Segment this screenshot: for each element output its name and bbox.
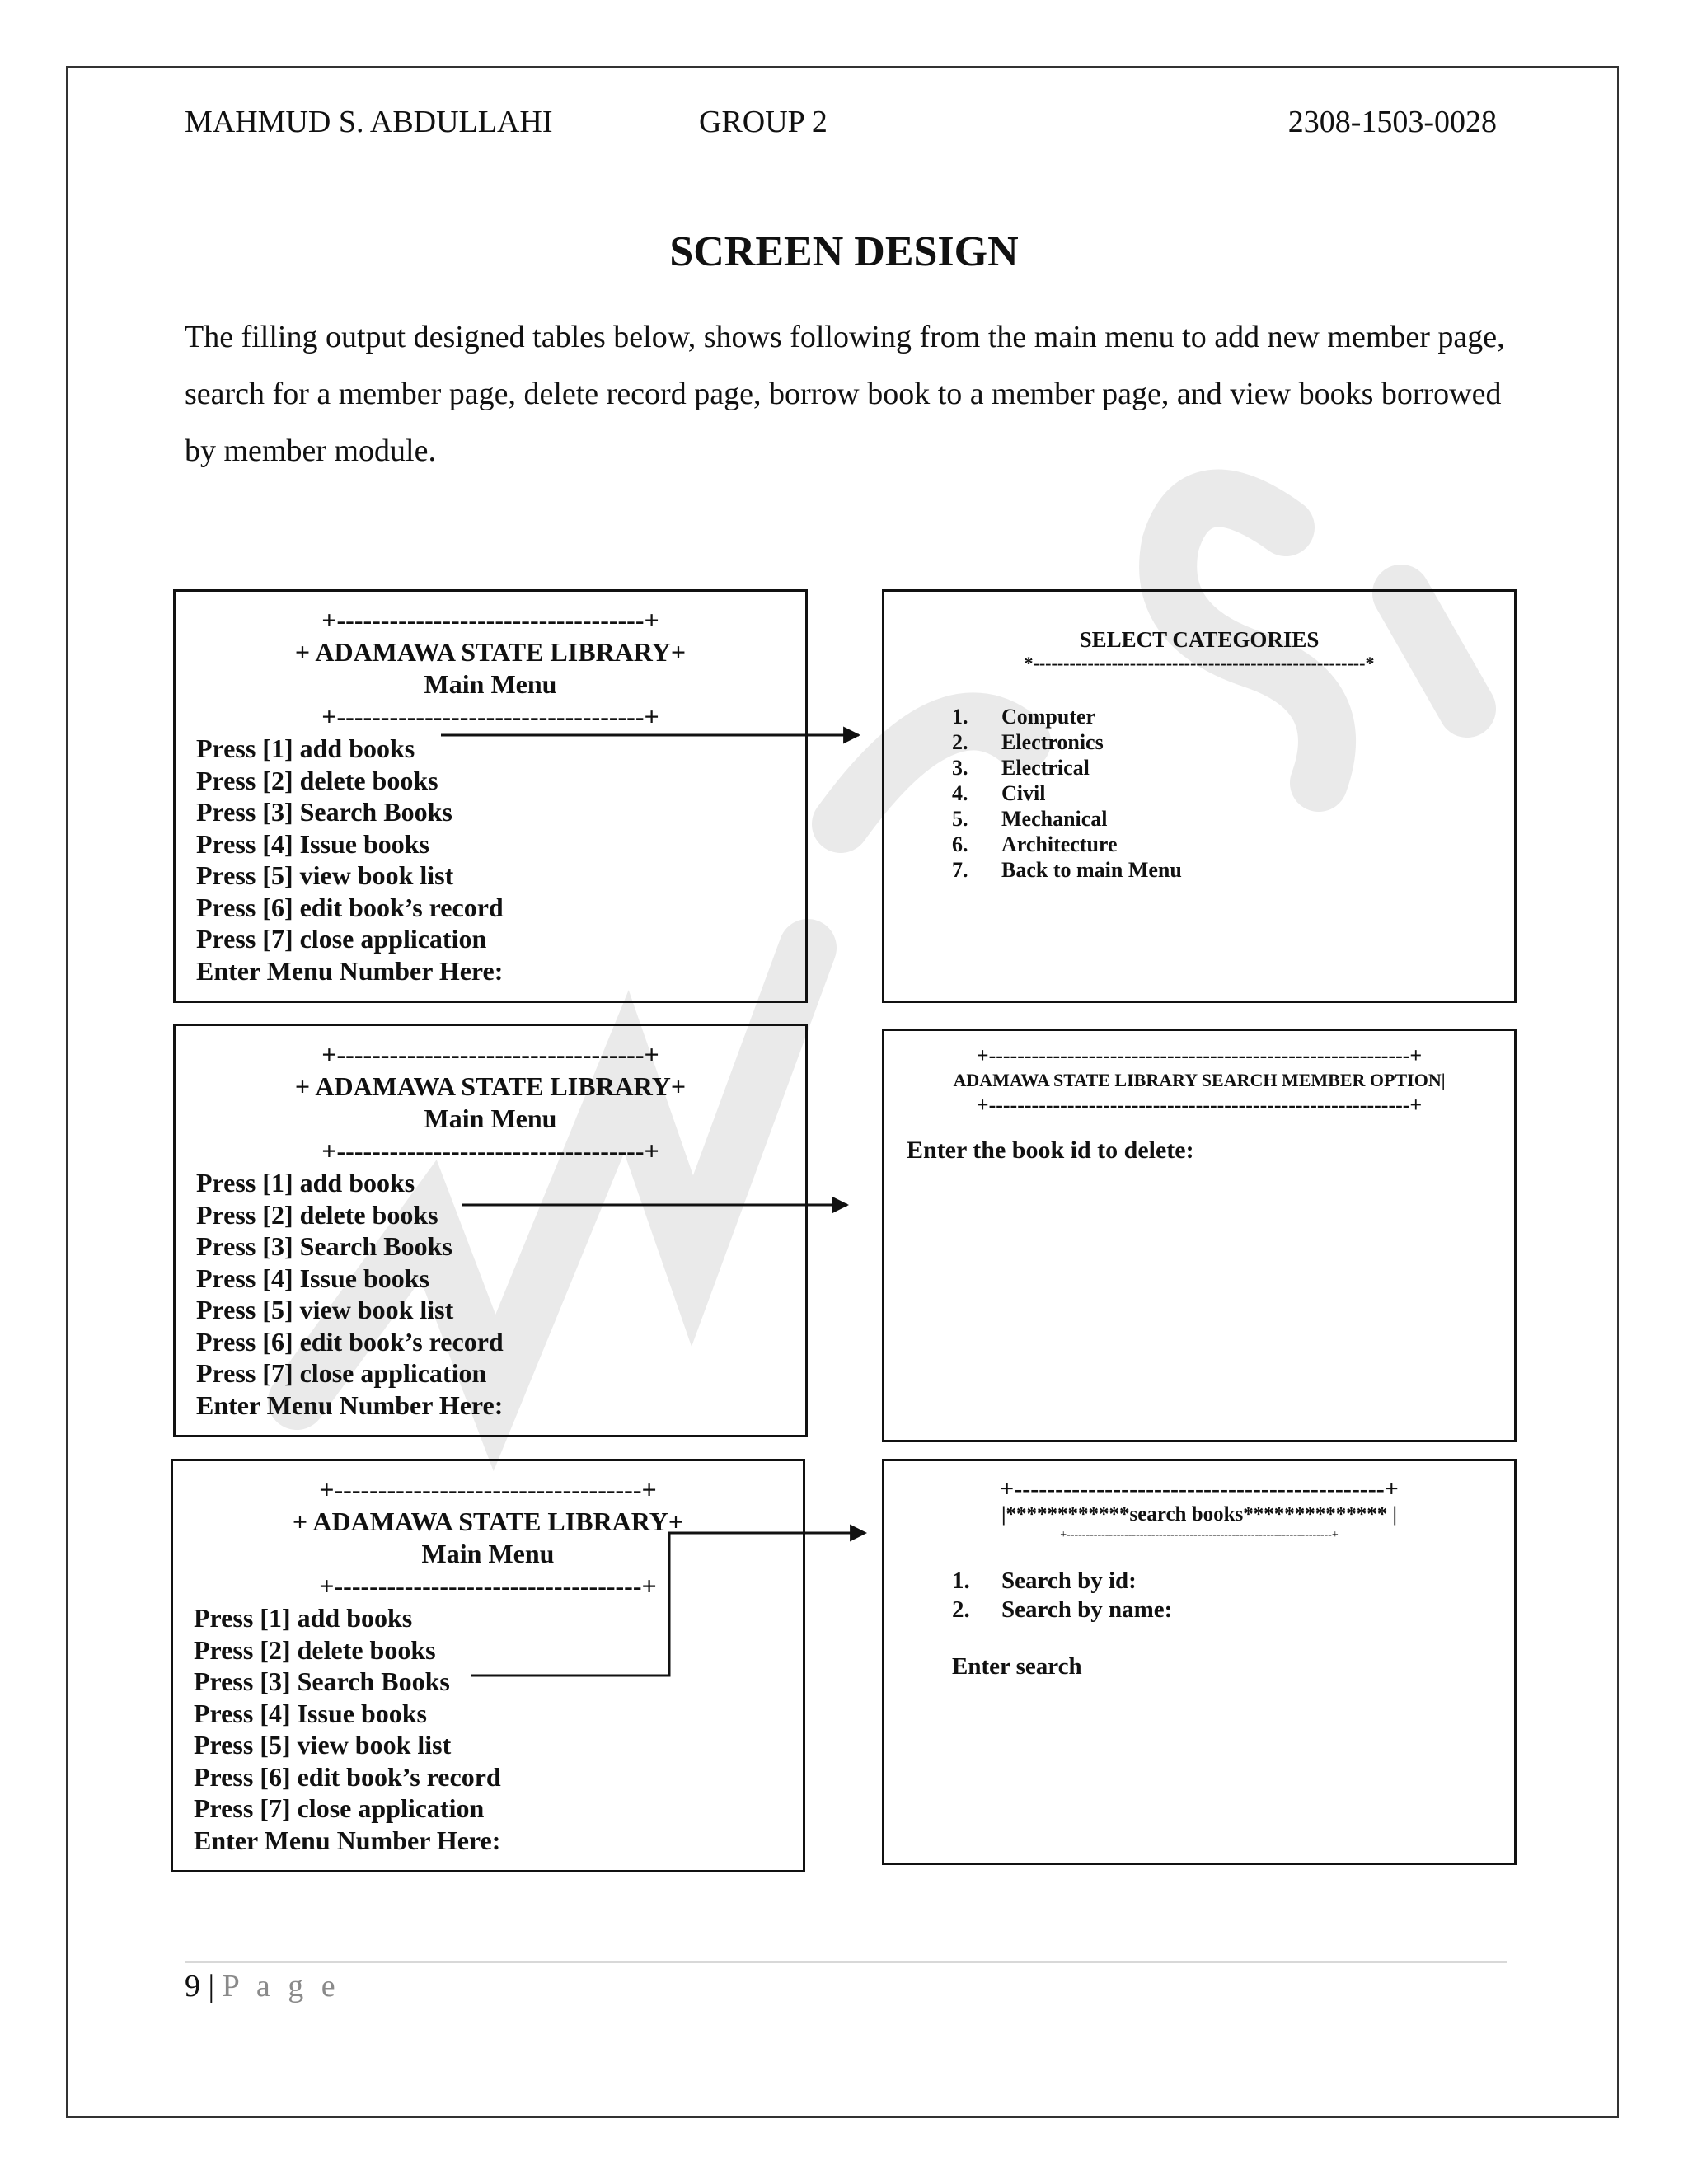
categories-title: SELECT CATEGORIES: [1079, 627, 1320, 652]
category-item-back-to-main[interactable]: 7. Back to main Menu: [952, 858, 1182, 882]
menu-prompt: Enter Menu Number Here:: [194, 1825, 501, 1855]
page-word: P a g e: [222, 1969, 340, 2004]
category-item-electronics[interactable]: 2. Electronics: [952, 730, 1104, 754]
search-books-box: [882, 1459, 1517, 1865]
search-option-by-name[interactable]: 2. Search by name:: [952, 1596, 1173, 1623]
menu-item-search-books[interactable]: Press [3] Search Books: [196, 797, 452, 827]
category-item-architecture[interactable]: 6. Architecture: [952, 832, 1118, 856]
menu-item-edit-record[interactable]: Press [6] edit book’s record: [196, 1326, 504, 1357]
menu-rule-top: +-----------------------------------+: [321, 1039, 659, 1069]
menu-item-close-application[interactable]: Press [7] close application: [196, 1358, 487, 1388]
menu-item-close-application[interactable]: Press [7] close application: [194, 1793, 485, 1823]
search-screen-title: |************search books************** |: [1001, 1503, 1398, 1526]
select-categories-box: [882, 589, 1517, 1003]
delete-rule-top: +-----------------------------------------------------------+: [976, 1043, 1423, 1067]
menu-item-search-books[interactable]: Press [3] Search Books: [194, 1666, 450, 1696]
main-menu-box-3: [171, 1459, 805, 1872]
menu-prompt: Enter Menu Number Here:: [196, 955, 504, 986]
menu-subtitle: Main Menu: [424, 1104, 557, 1133]
menu-item-delete-books[interactable]: Press [2] delete books: [196, 765, 438, 795]
page-number: 9: [185, 1969, 200, 2004]
menu-subtitle: Main Menu: [424, 669, 557, 699]
menu-item-issue-books[interactable]: Press [4] Issue books: [196, 828, 429, 859]
category-item-mechanical[interactable]: 5. Mechanical: [952, 807, 1108, 831]
menu-rule-top: +-----------------------------------+: [319, 1474, 657, 1504]
category-item-electrical[interactable]: 3. Electrical: [952, 756, 1090, 780]
menu-library-title: + ADAMAWA STATE LIBRARY+: [294, 637, 687, 667]
category-item-civil[interactable]: 4. Civil: [952, 781, 1046, 805]
footer-separator: |: [208, 1969, 215, 2004]
delete-book-box: [882, 1029, 1517, 1442]
menu-library-title: + ADAMAWA STATE LIBRARY+: [294, 1071, 687, 1101]
menu-rule-bottom: +-----------------------------------+: [319, 1571, 657, 1601]
categories-rule: *-------------------------------------------------------*: [1024, 653, 1375, 673]
menu-library-title: + ADAMAWA STATE LIBRARY+: [292, 1507, 684, 1536]
page-footer: [185, 1968, 340, 2004]
menu-options: [176, 733, 805, 955]
menu-item-view-book-list[interactable]: Press [5] view book list: [196, 860, 454, 890]
delete-screen-title: ADAMAWA STATE LIBRARY SEARCH MEMBER OPTION|: [953, 1070, 1446, 1090]
menu-rule-bottom: +-----------------------------------+: [321, 701, 659, 731]
search-rule-top: +---------------------------------------------+: [1000, 1475, 1399, 1502]
menu-item-add-books[interactable]: Press [1] add books: [196, 1168, 415, 1197]
menu-item-delete-books[interactable]: Press [2] delete books: [196, 1199, 438, 1230]
categories-list: [884, 704, 1514, 883]
menu-item-search-books[interactable]: Press [3] Search Books: [196, 1231, 452, 1261]
menu-item-close-application[interactable]: Press [7] close application: [196, 924, 487, 954]
main-menu-box-2: [173, 1024, 808, 1437]
menu-item-edit-record[interactable]: Press [6] edit book’s record: [194, 1761, 501, 1792]
header-author: MAHMUD S. ABDULLAHI: [185, 105, 553, 139]
search-prompt: Enter search: [952, 1653, 1082, 1680]
menu-options: [176, 1167, 805, 1390]
menu-item-view-book-list[interactable]: Press [5] view book list: [196, 1295, 454, 1324]
menu-item-issue-books[interactable]: Press [4] Issue books: [194, 1698, 427, 1728]
menu-subtitle: Main Menu: [421, 1539, 555, 1568]
menu-prompt: Enter Menu Number Here:: [196, 1390, 504, 1420]
menu-item-add-books[interactable]: Press [1] add books: [194, 1603, 413, 1633]
main-menu-box-1: [173, 589, 808, 1003]
menu-item-edit-record[interactable]: Press [6] edit book’s record: [196, 892, 504, 922]
delete-rule-bottom: +-----------------------------------------------------------+: [976, 1093, 1423, 1117]
search-options-list: [884, 1567, 1514, 1624]
search-option-by-id[interactable]: 1. Search by id:: [952, 1568, 1137, 1594]
menu-rule-bottom: +-----------------------------------+: [321, 1136, 659, 1165]
category-item-computer[interactable]: 1. Computer: [952, 705, 1096, 729]
footer-rule: [185, 1961, 1507, 1963]
header-id-number: 2308-1503-0028: [1287, 105, 1497, 139]
delete-prompt: Enter the book id to delete:: [907, 1137, 1194, 1164]
header-group: GROUP 2: [699, 105, 828, 139]
menu-item-issue-books[interactable]: Press [4] Issue books: [196, 1263, 429, 1293]
menu-item-view-book-list[interactable]: Press [5] view book list: [194, 1730, 452, 1760]
intro-paragraph: The filling output designed tables below, shows following from the main menu to add new member page, search for a member page, delete record page, borrow book to a member page, and view books borrowed by member module.: [185, 320, 1505, 468]
menu-item-add-books[interactable]: Press [1] add books: [196, 733, 415, 763]
menu-rule-top: +-----------------------------------+: [321, 605, 659, 635]
search-rule-bottom: +---------------------------------------------------------------------+: [1060, 1529, 1339, 1541]
menu-options: [173, 1602, 803, 1825]
menu-item-delete-books[interactable]: Press [2] delete books: [194, 1634, 436, 1665]
page-title: SCREEN DESIGN: [669, 228, 1019, 275]
